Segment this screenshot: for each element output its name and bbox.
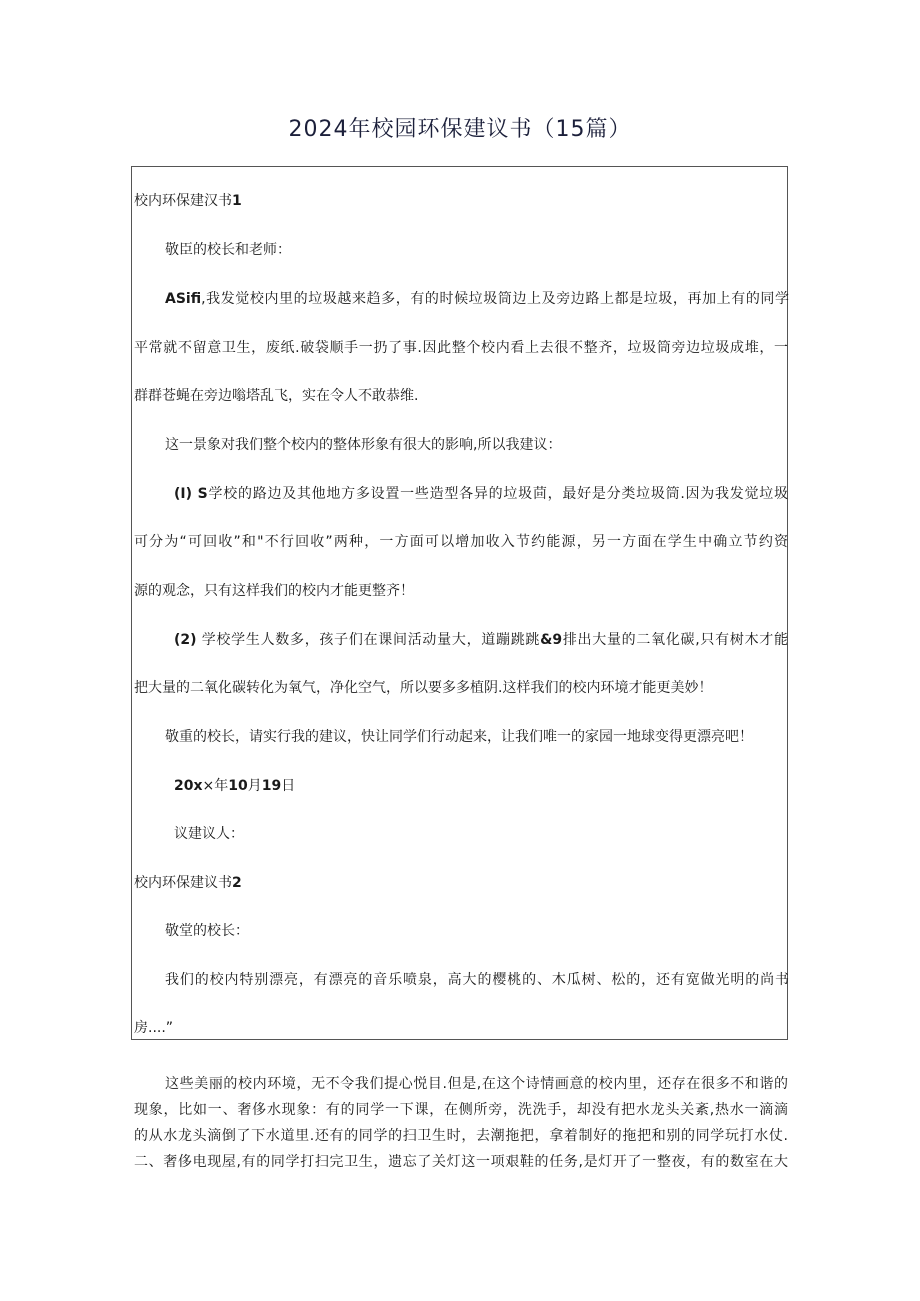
date-month-suffix: 月 — [247, 778, 262, 794]
paragraph-1-line-1 — [165, 290, 789, 308]
suggestion-text-b: 排出大量的二氧化碳,只有树木才能 — [562, 632, 788, 648]
date-month: 10 — [228, 778, 248, 794]
letter-heading-1 — [134, 192, 242, 210]
suggestion-1-line-3: 源的观念，只有这样我们的校内才能更整齐！ — [134, 583, 414, 599]
paragraph-1-line-3: 群群苍蝇在旁边嗡塔乱飞，实在令人不敢恭维. — [134, 388, 419, 404]
heading-text: 校内环保建汉书 — [134, 193, 232, 209]
paragraph-3-line-1: 我们的校内特别漂亮，有漂亮的音乐喷泉，高大的樱桃的、木瓜树、松的，还有宽做光明的尚书 — [165, 972, 789, 988]
suggestion-1-line-2: 可分为“可回收”和"不行回收”两种，一方面可以增加收入节约能源，另一方面在学生中确立节约资 — [134, 534, 788, 550]
suggestion-1-marker: (I) S — [174, 486, 208, 502]
paragraph-2: 这一景象对我们整个校内的整体形象有很大的影响,所以我建议： — [165, 437, 562, 453]
suggestion-text-a: 学校学生人数多，孩子们在课间活动量大，道蹦跳跳 — [196, 632, 541, 648]
suggestion-1-line-1 — [174, 485, 788, 503]
closing-1: 敬重的校长，请实行我的建议，快让同学们行动起来，让我们唯一的家园一地球变得更漂亮吧！ — [165, 729, 753, 745]
salutation-1: 敬臣的校长和老师： — [165, 242, 291, 258]
body-line-3: 的从水龙头滴倒了下水道里.还有的同学的扫卫生时，去潮拖把，拿着制好的拖把和别的同学玩打水仗. — [134, 1128, 788, 1144]
signer-1: 议建议人： — [174, 826, 244, 842]
date-day-suffix: 日 — [281, 778, 296, 794]
suggestion-text: 学校的路边及其他地方多设置一些造型各异的垃圾茴，最好是分类垃圾筒.因为我发觉垃圾 — [207, 486, 788, 502]
paragraph-3-line-2: 房....” — [134, 1020, 174, 1036]
body-line-4: 二、奢侈电现屋,有的同学打扫完卫生，遗忘了关灯这一项艰鞋的任务,是灯开了一整夜，有的数室在大 — [134, 1154, 788, 1170]
date-day: 19 — [261, 778, 282, 794]
salutation-2: 敬堂的校长： — [165, 923, 249, 939]
body-line-1: 这些美丽的校内环境，无不令我们提心悦目.但是,在这个诗情画意的校内里，还存在很多不和谐的 — [165, 1076, 788, 1092]
page-title: 2024年校园环保建议书（15篇） — [288, 117, 632, 142]
suggestion-2-marker: (2) — [174, 632, 197, 648]
date-year-suffix: ×年 — [202, 778, 229, 794]
garbled-fragment: &9 — [540, 632, 563, 648]
suggestion-2-line-2: 把大量的二氧化碳转化为氧气，净化空气，所以要多多植阴.这样我们的校内环境才能更美妙！ — [134, 680, 713, 696]
date-year: 20x — [174, 778, 203, 794]
body-line-2: 现象，比如一、奢侈水现象：有的同学一下课，在侧所旁，洗洗手，却没有把水龙头关紊,热水一滴滴 — [134, 1102, 788, 1118]
date-1 — [174, 777, 295, 795]
heading-number: 1 — [232, 193, 242, 209]
paragraph-1-line-2: 平常就不留意卫生，废纸.破袋顺手一扔了事.因此整个校内看上去很不整齐，垃圾筒旁边垃圾成堆，一 — [134, 340, 788, 356]
heading-text: 校内环保建议书 — [134, 875, 232, 891]
letter-heading-2 — [134, 874, 242, 892]
paragraph-text: ,我发觉校内里的垃圾越来趋多，有的时候垃圾筒边上及旁边路上都是垃圾，再加上有的同学 — [201, 291, 789, 307]
garbled-lead: ASifi — [165, 291, 202, 307]
suggestion-2-line-1 — [174, 631, 788, 649]
heading-number: 2 — [232, 875, 242, 891]
